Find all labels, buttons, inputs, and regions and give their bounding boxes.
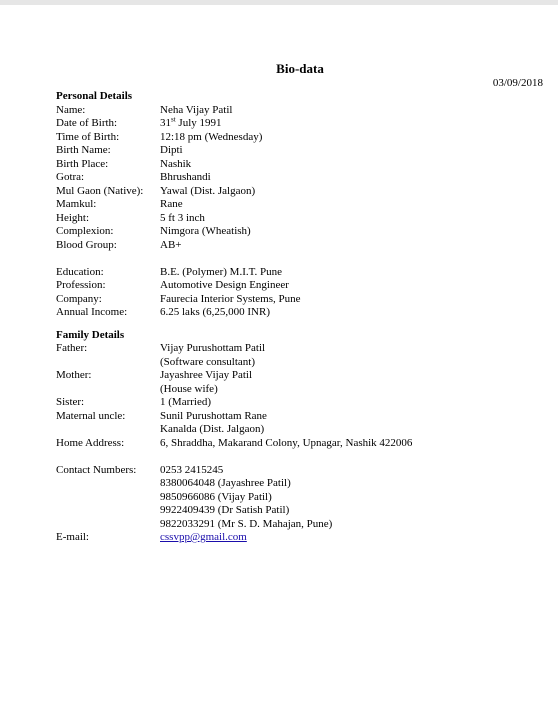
dob-day-suffix: st [171,115,176,124]
mamkul-label: Mamkul: [56,198,97,210]
company-label: Company: [56,292,102,305]
email-value [160,531,536,545]
height-value: 5 ft 3 inch [160,211,205,224]
height-label: Height: [56,211,89,224]
contact-number: 9850966086 (Vijay Patil) [160,490,272,503]
income-row [56,306,536,320]
native-value: Yawal (Dist. Jalgaon) [160,184,256,197]
mother-row [56,369,536,396]
complexion-label: Complexion: [56,225,114,237]
document-date: 03/09/2018 [492,77,543,89]
tob-row [56,131,536,145]
maternal-uncle-place: Kanalda (Dist. Jalgaon) [160,423,265,435]
maternal-uncle-row [56,410,536,437]
contact-number: 0253 2415245 [160,463,224,476]
contact-numbers-list [160,464,536,532]
top-bar [0,0,558,5]
home-address-label: Home Address: [56,436,125,449]
gotra-row [56,171,536,185]
name-label: Name: [56,103,86,116]
home-address-row [56,437,536,451]
mother-value [160,369,536,396]
father-row [56,342,536,369]
document-title: Bio-data [276,61,324,76]
name-row [56,104,536,118]
birth-place-value: Nashik [160,157,192,170]
contact-number: 8380064048 (Jayashree Patil) [160,477,291,489]
education-row [56,266,536,280]
profession-row [56,279,536,293]
complexion-value: Nimgora (Wheatish) [160,225,251,237]
height-row [56,212,536,226]
gotra-value: Bhrushandi [160,171,211,183]
sister-value: 1 (Married) [160,396,212,408]
biodata-document [56,90,536,545]
maternal-uncle-name: Sunil Purushottam Rane [160,409,267,422]
native-label: Mul Gaon (Native): [56,184,144,197]
tob-label: Time of Birth: [56,130,120,143]
mother-name: Jayashree Vijay Patil [160,369,253,381]
mamkul-value: Rane [160,198,183,210]
mother-occupation: (House wife) [160,382,218,395]
maternal-uncle-value [160,410,536,437]
education-value: B.E. (Polymer) M.I.T. Pune [160,265,283,278]
father-label: Father: [56,342,88,354]
birth-name-label: Birth Name: [56,144,111,156]
profession-value: Automotive Design Engineer [160,279,289,291]
contact-number: 9822033291 (Mr S. D. Mahajan, Pune) [160,517,333,530]
tob-value: 12:18 pm (Wednesday) [160,130,263,143]
income-label: Annual Income: [56,306,128,318]
dob-row [56,117,536,131]
education-label: Education: [56,265,104,278]
name-value: Neha Vijay Patil [160,103,233,116]
company-value: Faurecia Interior Systems, Pune [160,292,301,305]
birth-place-label: Birth Place: [56,157,109,170]
contact-numbers-label: Contact Numbers: [56,463,137,476]
spacer [56,450,536,464]
complexion-row [56,225,536,239]
birth-name-row [56,144,536,158]
dob-rest: July 1991 [175,117,222,129]
mamkul-row [56,198,536,212]
birth-name-value: Dipti [160,144,183,156]
home-address-value: 6, Shraddha, Makarand Colony, Upnagar, Nashik 422006 [160,436,413,449]
father-value [160,342,536,369]
income-value: 6.25 laks (6,25,000 INR) [160,306,270,318]
blood-group-row [56,239,536,253]
blood-group-value: AB+ [160,238,182,251]
father-name: Vijay Purushottam Patil [160,342,266,354]
sister-label: Sister: [56,396,85,408]
native-row [56,185,536,199]
contact-number: 9922409439 (Dr Satish Patil) [160,504,290,516]
spacer [56,252,536,266]
gotra-label: Gotra: [56,171,85,183]
maternal-uncle-label: Maternal uncle: [56,409,126,422]
email-row [56,531,536,545]
dob-day: 31 [160,117,171,129]
email-link[interactable]: cssvpp@gmail.com [160,531,247,543]
contact-numbers-row [56,464,536,532]
dob-label: Date of Birth: [56,117,118,129]
blood-group-label: Blood Group: [56,238,117,251]
email-label: E-mail: [56,531,89,543]
personal-details-heading: Personal Details [56,90,133,102]
family-details-heading: Family Details [56,328,125,341]
birth-place-row [56,158,536,172]
mother-label: Mother: [56,369,92,381]
sister-row [56,396,536,410]
profession-label: Profession: [56,279,106,291]
company-row [56,293,536,307]
spacer [56,320,536,329]
father-occupation: (Software consultant) [160,355,255,368]
dob-value [160,117,536,131]
